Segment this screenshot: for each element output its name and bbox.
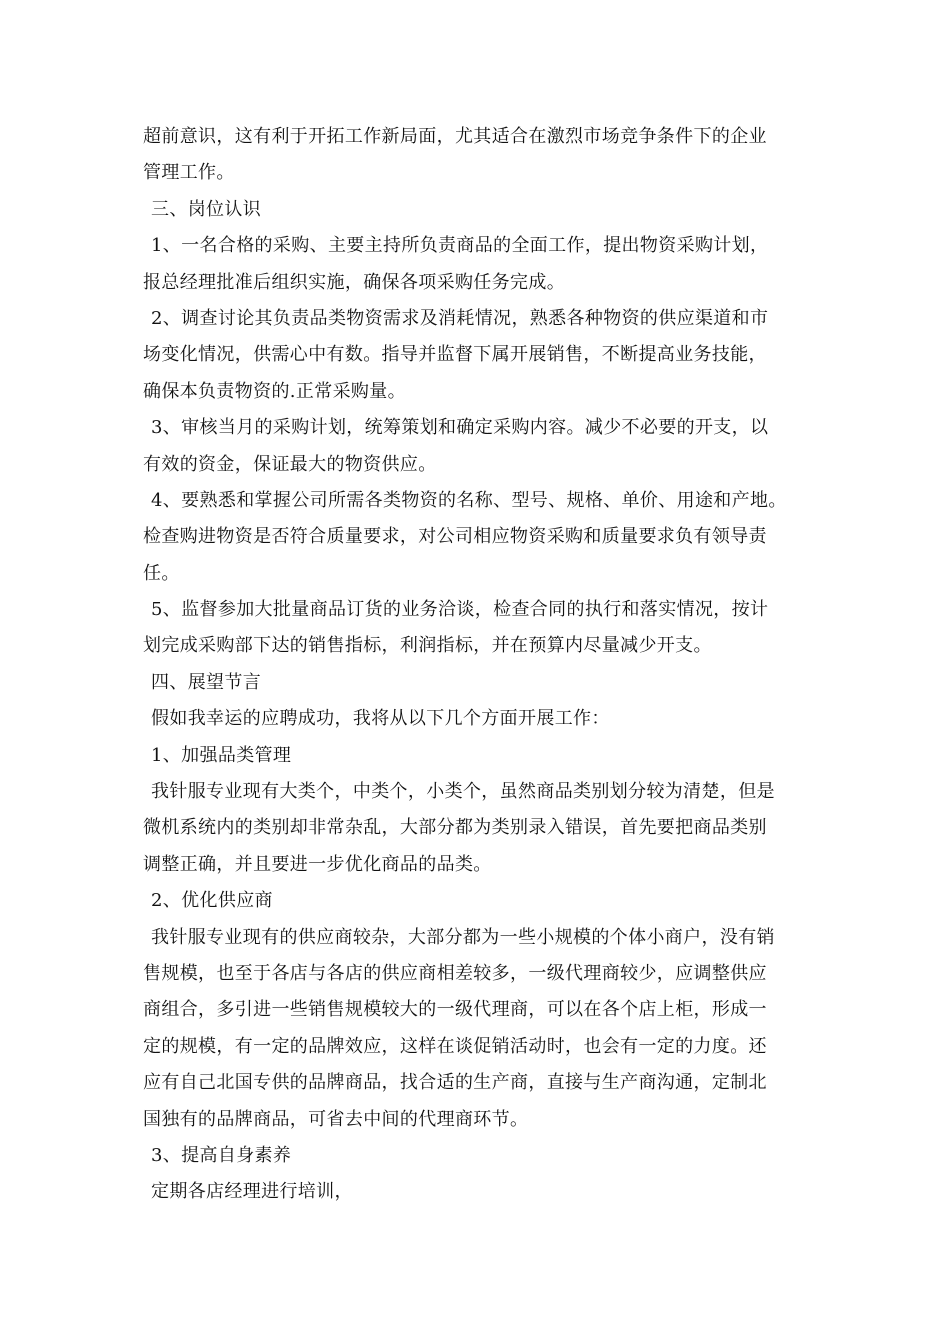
text-line: 应有自己北国专供的品牌商品，找合适的生产商，直接与生产商沟通，定制北 — [143, 1072, 767, 1094]
text-line: 划完成采购部下达的销售指标，利润指标，并在预算内尽量减少开支。 — [143, 635, 712, 657]
text-line: 有效的资金，保证最大的物资供应。 — [143, 453, 437, 475]
text-line: 我针服专业现有大类个，中类个，小类个，虽然商品类别划分较为清楚，但是 — [151, 781, 775, 803]
document-body — [143, 119, 815, 1211]
text-line: 场变化情况，供需心中有数。指导并监督下属开展销售，不断提高业务技能， — [143, 344, 767, 366]
text-line: 报总经理批准后组织实施，确保各项采购任务完成。 — [143, 271, 566, 293]
text-line: 4、要熟悉和掌握公司所需各类物资的名称、型号、规格、单价、用途和产地。 — [151, 489, 787, 511]
text-line: 我针服专业现有的供应商较杂，大部分都为一些小规模的个体小商户，没有销 — [151, 926, 775, 948]
text-line: 售规模，也至于各店与各店的供应商相差较多，一级代理商较少，应调整供应 — [143, 962, 767, 984]
text-line: 定的规模，有一定的品牌效应，这样在谈促销活动时，也会有一定的力度。还 — [143, 1035, 767, 1057]
text-line: 超前意识，这有利于开拓工作新局面，尤其适合在激烈市场竞争条件下的企业 — [143, 126, 767, 147]
text-line: 3、提高自身素养 — [151, 1144, 292, 1166]
text-line: 定期各店经理进行培训， — [151, 1181, 353, 1203]
text-line: 四、展望节言 — [151, 671, 262, 693]
text-line: 国独有的品牌商品，可省去中间的代理商环节。 — [143, 1108, 529, 1130]
text-line: 1、加强品类管理 — [151, 744, 292, 766]
text-line: 2、优化供应商 — [151, 890, 273, 912]
text-line: 调整正确，并且要进一步优化商品的品类。 — [143, 853, 492, 875]
text-line: 5、监督参加大批量商品订货的业务洽谈，检查合同的执行和落实情况，按计 — [151, 599, 769, 621]
text-line: 3、审核当月的采购计划，统筹策划和确定采购内容。减少不必要的开支，以 — [151, 417, 769, 439]
text-line: 商组合，多引进一些销售规模较大的一级代理商，可以在各个店上柜，形成一 — [143, 999, 767, 1021]
text-line: 三、岗位认识 — [151, 198, 262, 220]
text-line: 确保本负责物资的.正常采购量。 — [143, 380, 406, 402]
text-line: 1、一名合格的采购、主要主持所负责商品的全面工作，提出物资采购计划， — [151, 235, 769, 257]
text-line: 管理工作。 — [143, 162, 235, 184]
text-line: 任。 — [143, 562, 180, 584]
text-line: 2、调查讨论其负责品类物资需求及消耗情况，熟悉各种物资的供应渠道和市 — [151, 307, 769, 329]
text-line: 微机系统内的类别却非常杂乱，大部分都为类别录入错误，首先要把商品类别 — [143, 817, 767, 839]
text-line: 假如我幸运的应聘成功，我将从以下几个方面开展工作： — [151, 708, 610, 730]
text-line: 检查购进物资是否符合质量要求，对公司相应物资采购和质量要求负有领导责 — [143, 526, 767, 548]
